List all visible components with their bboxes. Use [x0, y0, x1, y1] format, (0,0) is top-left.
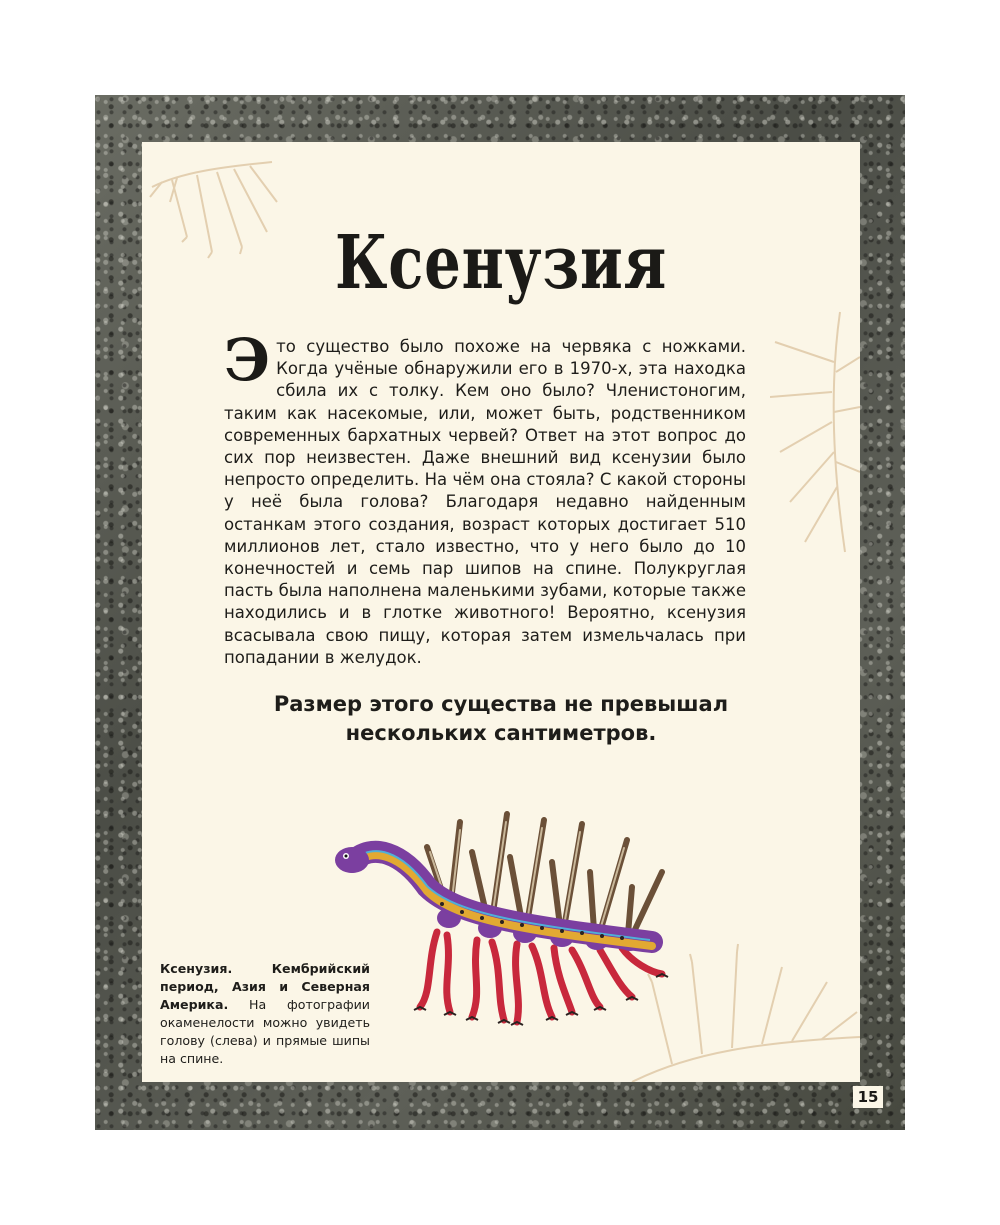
page-paper [142, 142, 860, 1082]
drop-cap: Э [224, 326, 271, 394]
main-paragraph-text: то существо было похоже на червяка с ножками. Когда учёные обнаружили его в 1970-х, эта находка сбила их с толку. Кем оно было? Членистоногим, таким как насекомые, или, может быть, родственником современных бархатных червей? Ответ на этот вопрос до сих пор неизвестен. Даже внешний вид ксенузии было непросто определить. На чём она стояла? С какой стороны у неё была голова? Благодаря недавно найденным останкам этого создания, возраст которых достигает 510 миллионов лет, стало известно, что у него было до 10 конечностей и семь пар шипов на спине. Полукруглая пасть была наполнена маленькими зубами, которые также находились и в глотке животного! Вероятно, ксенузия всасывала свою пищу, которая затем измельчалась при попадании в желудок. [224, 337, 746, 667]
caption-text: На фотографии окаменелости можно увидеть голову (слева) и прямые шипы на спине. [160, 997, 370, 1066]
main-paragraph [224, 326, 746, 669]
page-number: 15 [853, 1086, 883, 1108]
page-title: Ксенузия [334, 220, 668, 306]
highlight-line-1: Размер этого существа не превышал [273, 692, 729, 716]
xenusion-illustration-icon [332, 802, 672, 1032]
illustration-caption [160, 960, 370, 1068]
size-highlight [142, 690, 860, 748]
fossil-sketch-right-icon [770, 302, 860, 562]
caption-bold: Ксенузия. Кембрийский период, Азия и Северная Америка. [160, 961, 370, 1012]
highlight-line-2: нескольких сантиметров. [345, 721, 657, 745]
